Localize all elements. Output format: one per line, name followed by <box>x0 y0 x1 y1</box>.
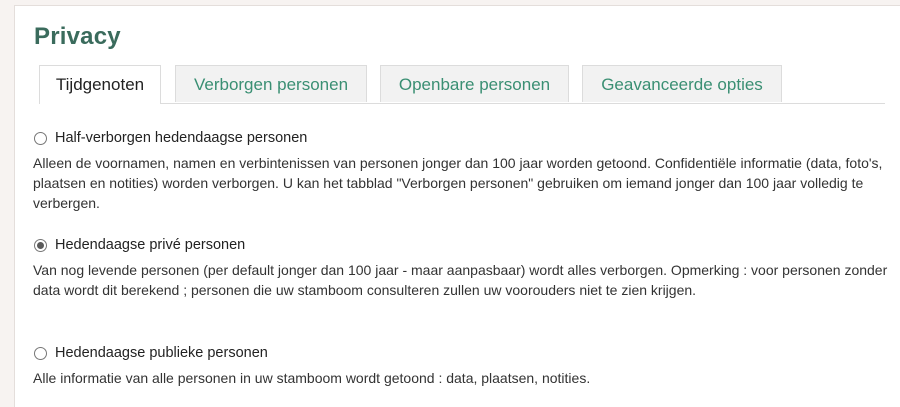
tab-verborgen-personen[interactable]: Verborgen personen <box>175 65 367 102</box>
privacy-panel <box>14 5 900 407</box>
option-description: Van nog levende personen (per default jonger dan 100 jaar - maar aanpasbaar) wordt alles verborgen. Opmerking : voor personen zonder data wordt dit berekend ; personen die uw stamboom consulteren zullen uw voorouders niet te zien krijgen. <box>33 262 888 298</box>
radio-private[interactable] <box>34 239 47 252</box>
option-label[interactable]: Hedendaagse publieke personen <box>55 345 268 361</box>
option-label[interactable]: Half-verborgen hedendaagse personen <box>55 130 308 146</box>
tab-openbare-personen[interactable]: Openbare personen <box>380 65 569 102</box>
option-half-hidden <box>33 128 893 213</box>
tab-geavanceerde-opties[interactable]: Geavanceerde opties <box>582 65 782 102</box>
option-head <box>33 235 893 255</box>
option-description: Alle informatie van alle personen in uw stamboom wordt getoond : data, plaatsen, notities. <box>33 370 591 386</box>
option-label[interactable]: Hedendaagse privé personen <box>55 237 246 253</box>
radio-public[interactable] <box>34 347 47 360</box>
option-public <box>33 343 893 388</box>
tab-bar <box>39 65 885 104</box>
option-head <box>33 128 893 148</box>
option-description: Alleen de voornamen, namen en verbintenissen van personen jonger dan 100 jaar worden getoond. Confidentiële informatie (data, foto's, plaatsen en notities) worden verborgen. U kan het tabblad "Verborgen personen" gebruiken om iemand jonger dan 100 jaar volledig te verbergen. <box>33 155 883 211</box>
radio-half-hidden[interactable] <box>34 132 47 145</box>
tab-tijdgenoten[interactable]: Tijdgenoten <box>39 65 161 104</box>
option-head <box>33 343 893 363</box>
page-title: Privacy <box>34 23 121 50</box>
option-private <box>33 235 893 300</box>
